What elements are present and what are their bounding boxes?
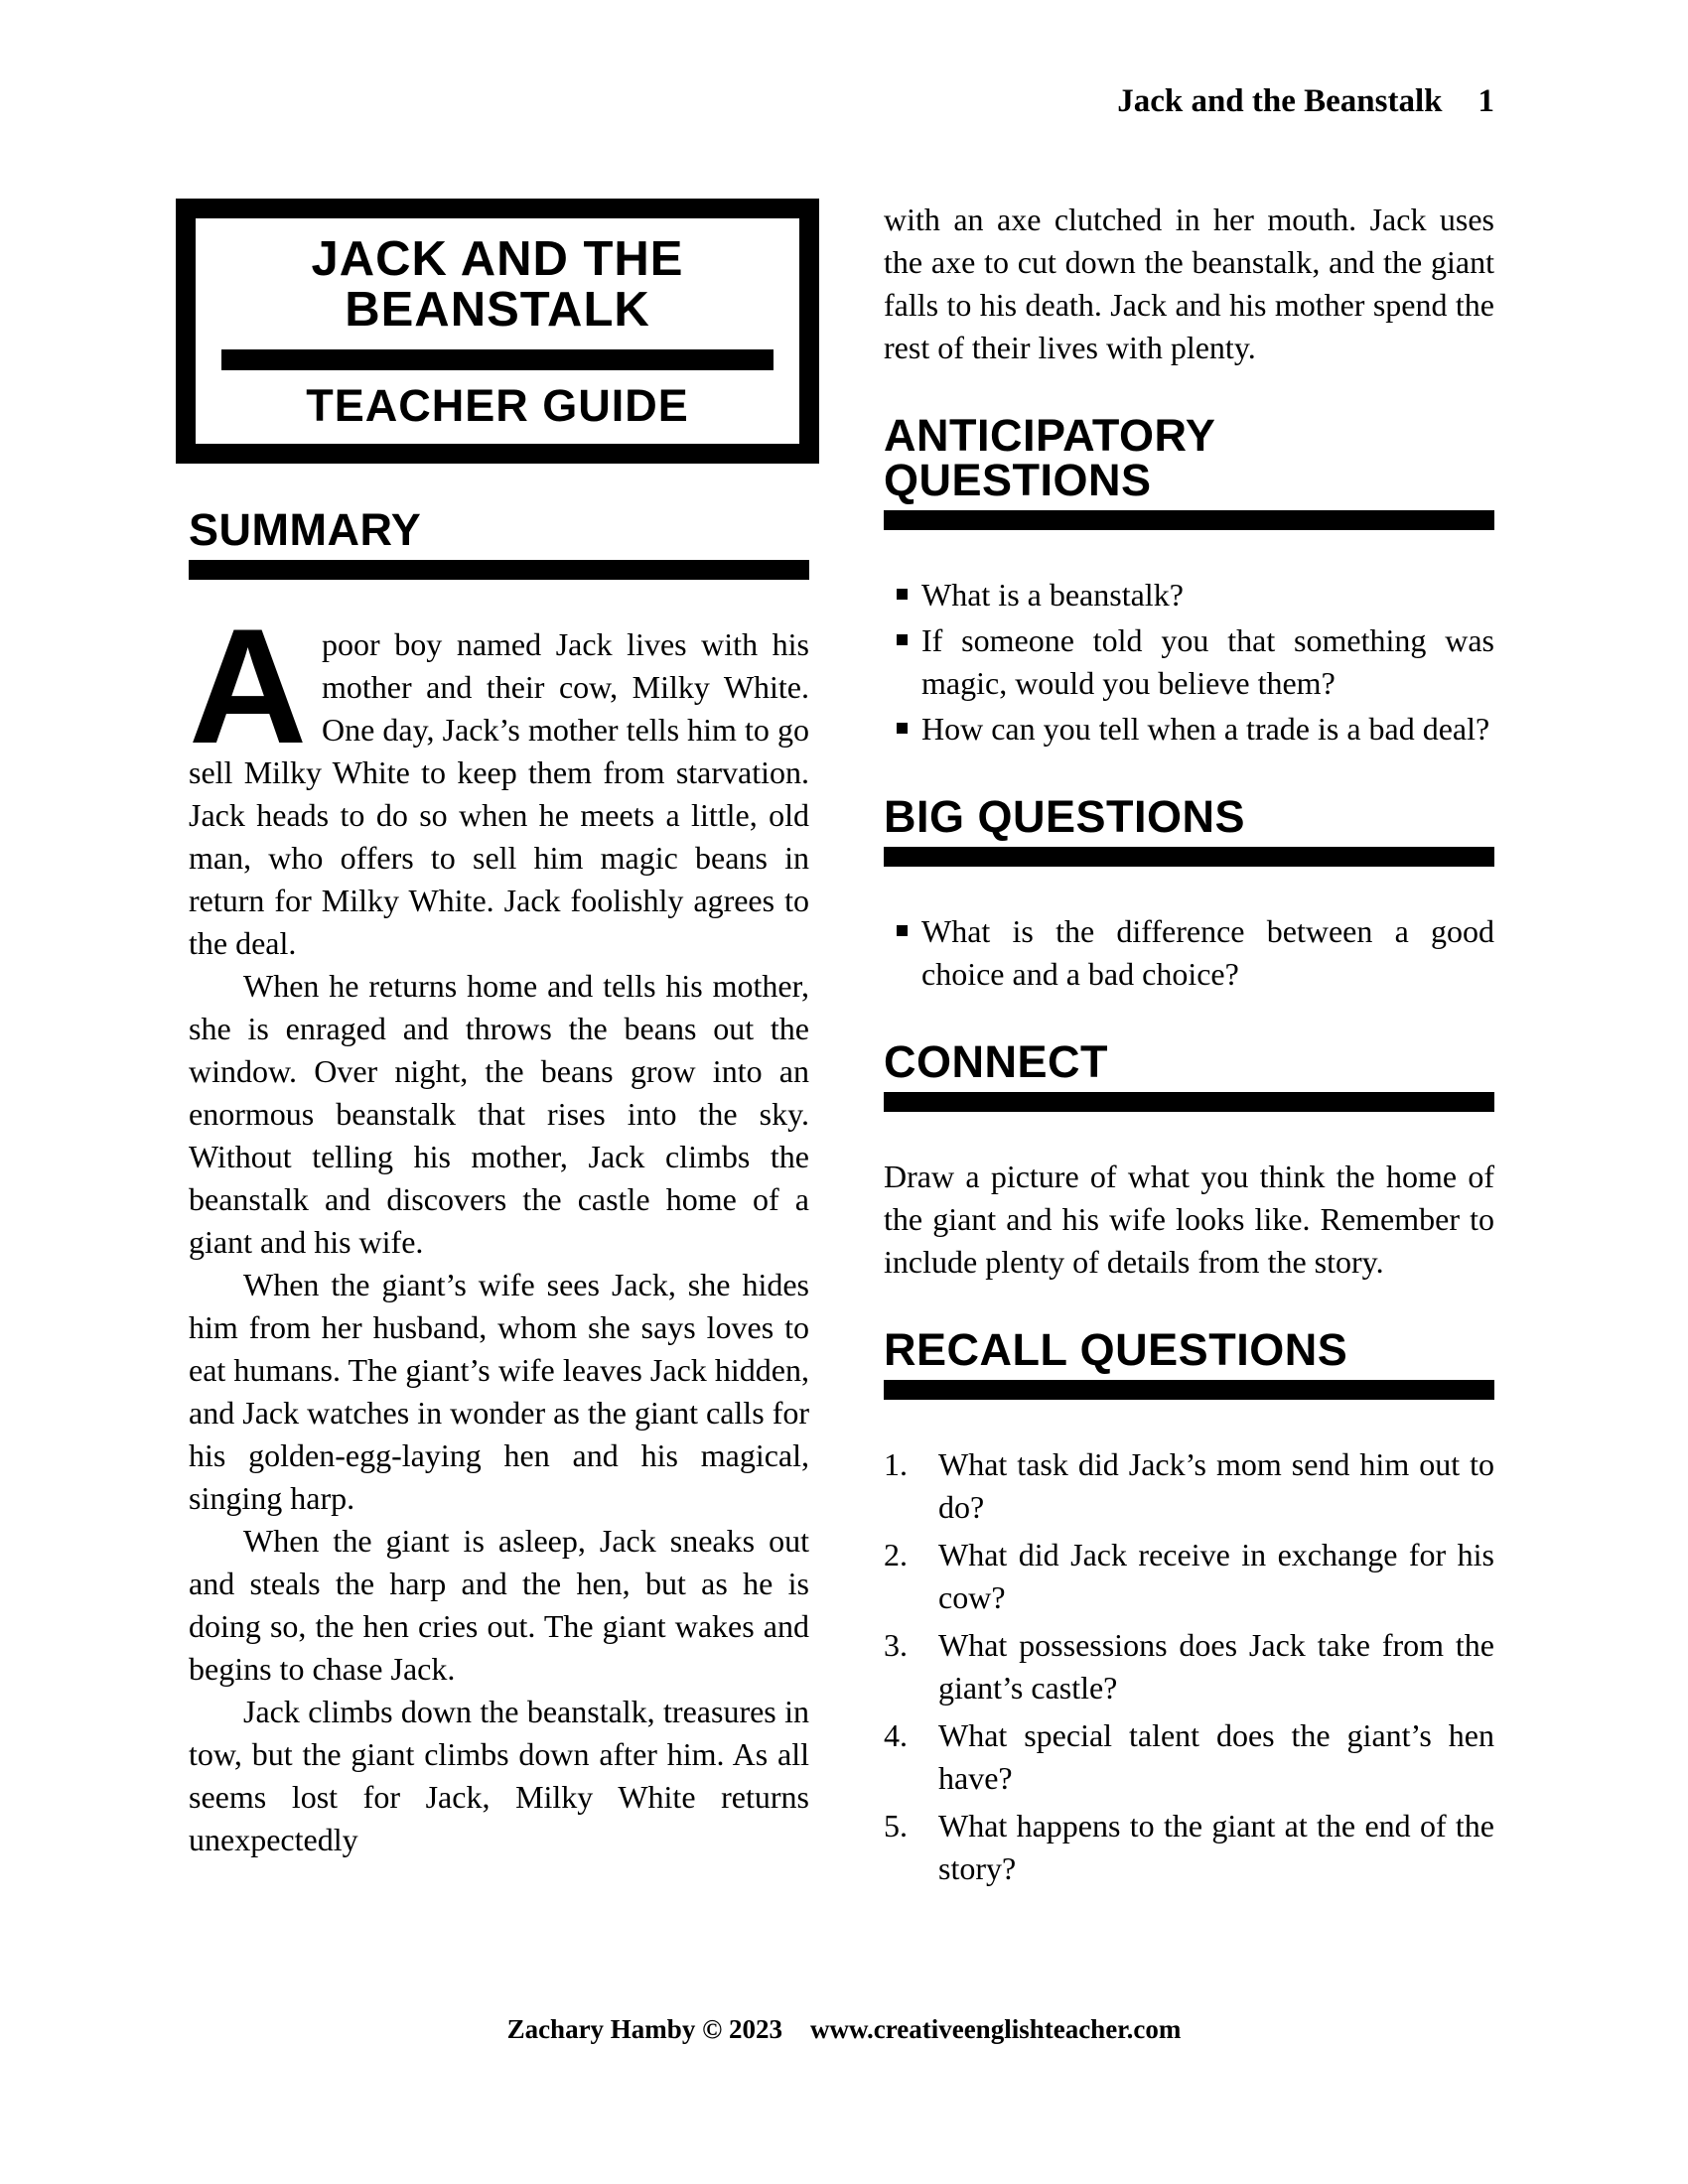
paragraph: When he returns home and tells his mother, she is enraged and throws the beans out the window. Over night, the beans grow into an enormous beanstalk that rises into the sky. Without telling his mother, Jack climbs the beanstalk and discovers the castle home of a giant and his wife. bbox=[189, 967, 809, 1260]
item-number: 1. bbox=[884, 1446, 908, 1482]
page-footer bbox=[0, 2013, 1688, 2045]
list-item bbox=[884, 1443, 1494, 1529]
list-item bbox=[884, 574, 1494, 616]
right-column bbox=[884, 199, 1494, 1890]
section-heading-big-questions: BIG QUESTIONS bbox=[884, 791, 1246, 842]
page-header bbox=[1117, 85, 1494, 118]
two-column-layout bbox=[189, 199, 1494, 1890]
footer-website: www.creativeenglishteacher.com bbox=[810, 2014, 1182, 2044]
list-item bbox=[884, 619, 1494, 705]
list-item-text: If someone told you that something was magic, would you believe them? bbox=[921, 622, 1494, 701]
bullet-square-icon bbox=[897, 723, 908, 734]
title-box-line2: TEACHER GUIDE bbox=[306, 379, 689, 431]
list-item bbox=[884, 708, 1494, 751]
left-column bbox=[189, 199, 809, 1890]
bullet-square-icon bbox=[897, 589, 908, 600]
header-page-number: 1 bbox=[1477, 83, 1494, 119]
item-number: 4. bbox=[884, 1717, 908, 1753]
item-number: 3. bbox=[884, 1627, 908, 1663]
title-box-divider bbox=[221, 349, 774, 370]
bullet-square-icon bbox=[897, 925, 908, 936]
list-item-text: What task did Jack’s mom send him out to do? bbox=[938, 1446, 1494, 1525]
bullet-list bbox=[884, 574, 1494, 751]
list-item-text: What is a beanstalk? bbox=[921, 577, 1184, 613]
item-number: 2. bbox=[884, 1537, 908, 1572]
list-item-text: What special talent does the giant’s hen have? bbox=[938, 1717, 1494, 1796]
list-item bbox=[884, 1805, 1494, 1890]
header-title: Jack and the Beanstalk bbox=[1117, 83, 1443, 119]
title-box-line1: JACK AND THE BEANSTALK bbox=[311, 232, 684, 338]
paragraph bbox=[189, 594, 809, 965]
paragraph: When the giant’s wife sees Jack, she hides him from her husband, whom she says loves to eat humans. The giant’s wife leaves Jack hidden, and Jack watches in wonder as the giant calls for his golden-egg-laying hen and his magical, singing harp. bbox=[189, 1266, 809, 1516]
bullet-list bbox=[884, 910, 1494, 996]
section-heading-recall-questions: RECALL QUESTIONS bbox=[884, 1324, 1348, 1375]
paragraph: When the giant is asleep, Jack sneaks out and steals the harp and the hen, but as he is doing so, the hen cries out. The giant wakes and begins to chase Jack. bbox=[189, 1522, 809, 1687]
list-item-text: What possessions does Jack take from the giant’s castle? bbox=[938, 1627, 1494, 1706]
paragraph: with an axe clutched in her mouth. Jack uses the axe to cut down the beanstalk, and the giant falls to his death. Jack and his mother spend the rest of their lives with plenty. bbox=[884, 202, 1494, 365]
paragraph: Jack climbs down the beanstalk, treasures in tow, but the giant climbs down after him. As all seems lost for Jack, Milky White returns unexpectedly bbox=[189, 1693, 809, 1857]
list-item bbox=[884, 910, 1494, 996]
paragraph: Draw a picture of what you think the home of the giant and his wife looks like. Remember to include plenty of details from the story. bbox=[884, 1159, 1494, 1280]
section-heading-connect: CONNECT bbox=[884, 1036, 1108, 1087]
heading-rule bbox=[884, 847, 1494, 867]
list-item bbox=[884, 1714, 1494, 1800]
heading-rule bbox=[189, 560, 809, 580]
list-item-text: What did Jack receive in exchange for his cow? bbox=[938, 1537, 1494, 1615]
title-box bbox=[176, 199, 819, 464]
list-item-text: How can you tell when a trade is a bad deal? bbox=[921, 711, 1490, 747]
list-item bbox=[884, 1534, 1494, 1619]
drop-cap: A bbox=[189, 594, 308, 777]
bullet-square-icon bbox=[897, 634, 908, 645]
paragraph-text: poor boy named Jack lives with his mother and their cow, Milky White. One day, Jack’s mother tells him to go sell Milky White to keep them from starvation. Jack heads to do so when he meets a little, old man, who offers to sell him magic beans in return for Milky White. Jack foolishly agrees to the deal. bbox=[189, 625, 809, 961]
footer-author: Zachary Hamby © 2023 bbox=[506, 2014, 782, 2044]
heading-rule bbox=[884, 1092, 1494, 1112]
list-item bbox=[884, 1624, 1494, 1709]
section-heading-anticipatory-questions: ANTICIPATORY QUESTIONS bbox=[884, 410, 1215, 505]
list-item-text: What happens to the giant at the end of the story? bbox=[938, 1808, 1494, 1886]
item-number: 5. bbox=[884, 1808, 908, 1843]
heading-rule bbox=[884, 1380, 1494, 1400]
list-item-text: What is the difference between a good choice and a bad choice? bbox=[921, 913, 1494, 992]
heading-rule bbox=[884, 510, 1494, 530]
numbered-list bbox=[884, 1443, 1494, 1890]
section-heading-summary: SUMMARY bbox=[189, 503, 422, 555]
